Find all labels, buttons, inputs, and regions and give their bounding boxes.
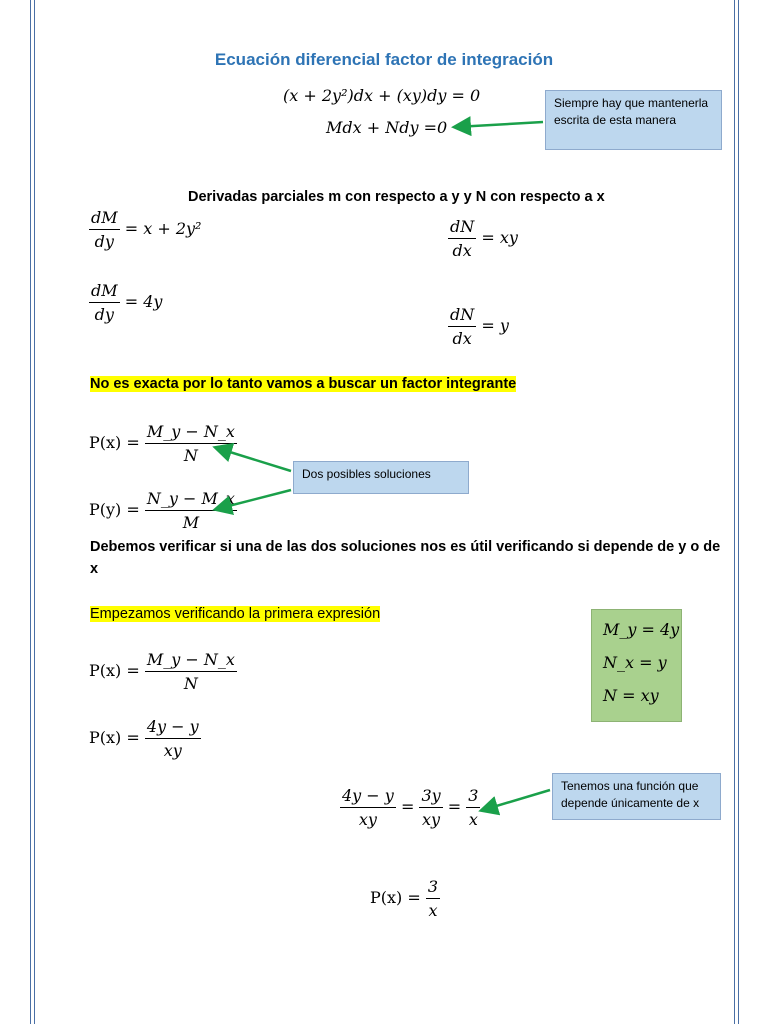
arrow-to-standard-form bbox=[456, 122, 543, 127]
dM-dy-equation-2: $\frac{dM}{dy}$ = 4y bbox=[91, 281, 163, 324]
final-integrating-factor: P(x) = $\frac{3}{x}$ bbox=[370, 877, 439, 920]
callout-standard-form: Siempre hay que mantenerla escrita de esta manera bbox=[545, 90, 722, 150]
px-substituted: P(x) = $\frac{4y - y}{xy}$ bbox=[89, 717, 199, 760]
arrow-to-simplification bbox=[483, 790, 550, 810]
simplification-chain: $\frac{4y - y}{xy}$ = $\frac{3y}{xy}$ = $\frac{3}{x}$ bbox=[342, 786, 479, 829]
dN-dx-equation-2: $\frac{dN}{dx}$ = y bbox=[450, 305, 509, 348]
arrow-to-px bbox=[217, 448, 291, 471]
nx-value: N_x = y bbox=[603, 653, 667, 672]
callout-function-of-x: Tenemos una función que depende únicamente de x bbox=[552, 773, 721, 820]
dM-dy-equation-1: $\frac{dM}{dy}$ = x + 2y² bbox=[91, 208, 202, 251]
verify-statement: Debemos verificar si una de las dos soluciones nos es útil verificando si depende de y o de x bbox=[90, 539, 721, 577]
arrow-to-py bbox=[217, 490, 291, 509]
callout-two-solutions: Dos posibles soluciones bbox=[293, 461, 469, 494]
py-formula: P(y) = $\frac{N\_y - M\_x}{M}$ bbox=[89, 489, 235, 532]
dN-dx-equation-1: $\frac{dN}{dx}$ = xy bbox=[450, 217, 518, 260]
document-title: Ecuación diferencial factor de integración bbox=[214, 50, 554, 69]
n-value: N = xy bbox=[603, 686, 659, 705]
start-verifying-statement: Empezamos verificando la primera expresión bbox=[90, 606, 381, 622]
main-equation: (x + 2y²)dx + (xy)dy = 0 bbox=[283, 86, 481, 105]
not-exact-statement: No es exacta por lo tanto vamos a buscar un factor integrante bbox=[90, 376, 517, 392]
partials-heading: Derivadas parciales m con respecto a y y N con respecto a x bbox=[188, 189, 605, 205]
px-formula-repeat: P(x) = $\frac{M\_y - N\_x}{N}$ bbox=[89, 650, 235, 693]
px-formula: P(x) = $\frac{M\_y - N\_x}{N}$ bbox=[89, 422, 235, 465]
my-value: M_y = 4y bbox=[603, 620, 680, 639]
standard-form-equation: Mdx + Ndy =0 bbox=[326, 118, 448, 137]
